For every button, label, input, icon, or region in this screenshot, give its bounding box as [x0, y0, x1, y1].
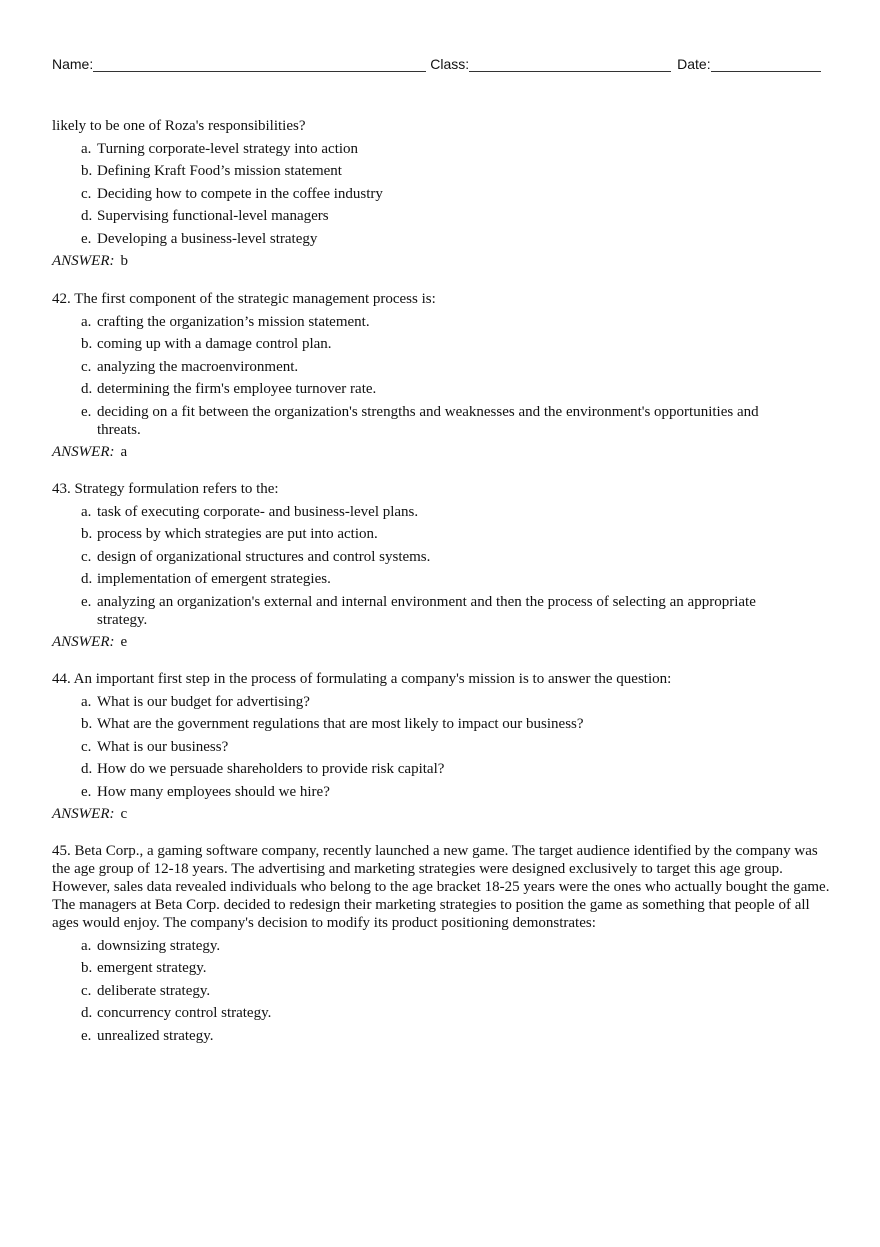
option-letter: d.: [81, 208, 93, 224]
question-1: [52, 290, 830, 461]
answer-option: [81, 335, 830, 353]
answer-option: [81, 982, 830, 1000]
answer-option: [81, 783, 830, 801]
option-letter: a.: [81, 503, 92, 520]
option-text: What are the government regulations that are most likely to impact our business?: [97, 716, 584, 732]
answer-option: [81, 548, 830, 566]
answer-option: [81, 738, 830, 756]
answer-label: ANSWER:: [52, 634, 115, 650]
date-field[interactable]: [711, 56, 821, 72]
option-letter: c.: [81, 738, 92, 755]
answer-option: [81, 593, 830, 629]
answer-option: [81, 207, 830, 225]
option-text: task of executing corporate- and business-level plans.: [97, 503, 419, 520]
option-text: downsizing strategy.: [97, 937, 221, 954]
question-stem: likely to be one of Roza's responsibilities?: [52, 118, 306, 134]
answer-value: e: [120, 634, 128, 650]
answer-option: [81, 503, 830, 521]
answer-label: ANSWER:: [52, 806, 115, 822]
option-letter: b.: [81, 716, 93, 732]
option-text: analyzing an organization's external and internal environment and then the process of selecting an appropriate strategy.: [97, 593, 756, 628]
student-info-header: [52, 52, 830, 72]
answer-value: b: [120, 253, 128, 269]
answer-option: [81, 937, 830, 955]
question-stem: 44. An important first step in the process of formulating a company's mission is to answer the question:: [52, 671, 672, 687]
option-text: deciding on a fit between the organization's strengths and weaknesses and the environment's opportunities and threats.: [97, 403, 759, 438]
option-text: crafting the organization’s mission statement.: [97, 313, 370, 330]
option-text: process by which strategies are put into action.: [97, 526, 378, 542]
option-text: determining the firm's employee turnover rate.: [97, 381, 377, 397]
question-stem: 43. Strategy formulation refers to the:: [52, 481, 279, 497]
answer-line: [52, 252, 830, 270]
option-text: What is our business?: [97, 738, 229, 755]
option-letter: e.: [81, 593, 92, 610]
option-letter: e.: [81, 403, 92, 420]
option-text: Supervising functional-level managers: [97, 208, 329, 224]
answer-option: [81, 760, 830, 778]
option-text: deliberate strategy.: [97, 982, 211, 999]
class-field[interactable]: [469, 56, 671, 72]
option-text: Developing a business-level strategy: [97, 230, 318, 247]
answer-option: [81, 570, 830, 588]
option-text: concurrency control strategy.: [97, 1005, 272, 1021]
option-text: analyzing the macroenvironment.: [97, 358, 299, 375]
option-text: unrealized strategy.: [97, 1027, 214, 1044]
question-stem: 45. Beta Corp., a gaming software company, recently launched a new game. The target audience identified by the company was the age group of 12-18 years. The advertising and marketing strategies were designed exclusively to target this age group. However, sales data revealed individuals who belong to the age bracket 18-25 years were the ones who actually bought the game. The managers at Beta Corp. decided to redesign their marketing strategies to position the game as something that people of all ages would enjoy. The company's decision to modify its product positioning demonstrates:: [52, 843, 830, 931]
answer-option: [81, 162, 830, 180]
answer-option: [81, 380, 830, 398]
answer-option: [81, 525, 830, 543]
answer-value: c: [120, 806, 128, 822]
option-letter: d.: [81, 761, 93, 777]
answer-label: ANSWER:: [52, 253, 115, 269]
answer-option: [81, 1004, 830, 1022]
answer-line: [52, 443, 830, 461]
option-letter: b.: [81, 336, 93, 352]
option-letter: c.: [81, 548, 92, 565]
option-text: implementation of emergent strategies.: [97, 571, 331, 587]
answer-option: [81, 715, 830, 733]
option-letter: b.: [81, 163, 93, 179]
question-stem: 42. The first component of the strategic management process is:: [52, 291, 436, 307]
option-text: How do we persuade shareholders to provide risk capital?: [97, 761, 445, 777]
option-letter: a.: [81, 937, 92, 954]
option-text: emergent strategy.: [97, 960, 207, 976]
answer-option: [81, 230, 830, 248]
answer-line: [52, 633, 830, 651]
option-letter: d.: [81, 381, 93, 397]
option-letter: e.: [81, 230, 92, 247]
option-letter: c.: [81, 185, 92, 202]
option-letter: e.: [81, 1027, 92, 1044]
date-label: Date:: [677, 56, 711, 72]
answer-option: [81, 185, 830, 203]
option-letter: a.: [81, 313, 92, 330]
name-label: Name:: [52, 56, 94, 72]
option-text: Deciding how to compete in the coffee industry: [97, 185, 383, 202]
option-letter: c.: [81, 358, 92, 375]
answer-option: [81, 693, 830, 711]
answer-option: [81, 1027, 830, 1045]
question-2: [52, 480, 830, 651]
option-text: What is our budget for advertising?: [97, 693, 310, 710]
answer-value: a: [120, 444, 128, 460]
option-letter: b.: [81, 526, 93, 542]
question-0: [52, 117, 830, 270]
class-label: Class:: [430, 56, 470, 72]
answer-option: [81, 959, 830, 977]
question-4: [52, 842, 830, 1049]
question-3: [52, 670, 830, 823]
option-text: Turning corporate-level strategy into action: [97, 140, 359, 157]
option-text: How many employees should we hire?: [97, 783, 330, 800]
option-letter: a.: [81, 693, 92, 710]
answer-option: [81, 140, 830, 158]
option-text: Defining Kraft Food’s mission statement: [97, 163, 342, 179]
option-letter: c.: [81, 982, 92, 999]
answer-label: ANSWER:: [52, 444, 115, 460]
answer-line: [52, 805, 830, 823]
option-text: design of organizational structures and control systems.: [97, 548, 431, 565]
answer-option: [81, 313, 830, 331]
option-letter: e.: [81, 783, 92, 800]
option-text: coming up with a damage control plan.: [97, 336, 332, 352]
option-letter: b.: [81, 960, 93, 976]
option-letter: d.: [81, 571, 93, 587]
answer-option: [81, 403, 830, 439]
option-letter: d.: [81, 1005, 93, 1021]
option-letter: a.: [81, 140, 92, 157]
answer-option: [81, 358, 830, 376]
name-field[interactable]: [93, 56, 426, 72]
